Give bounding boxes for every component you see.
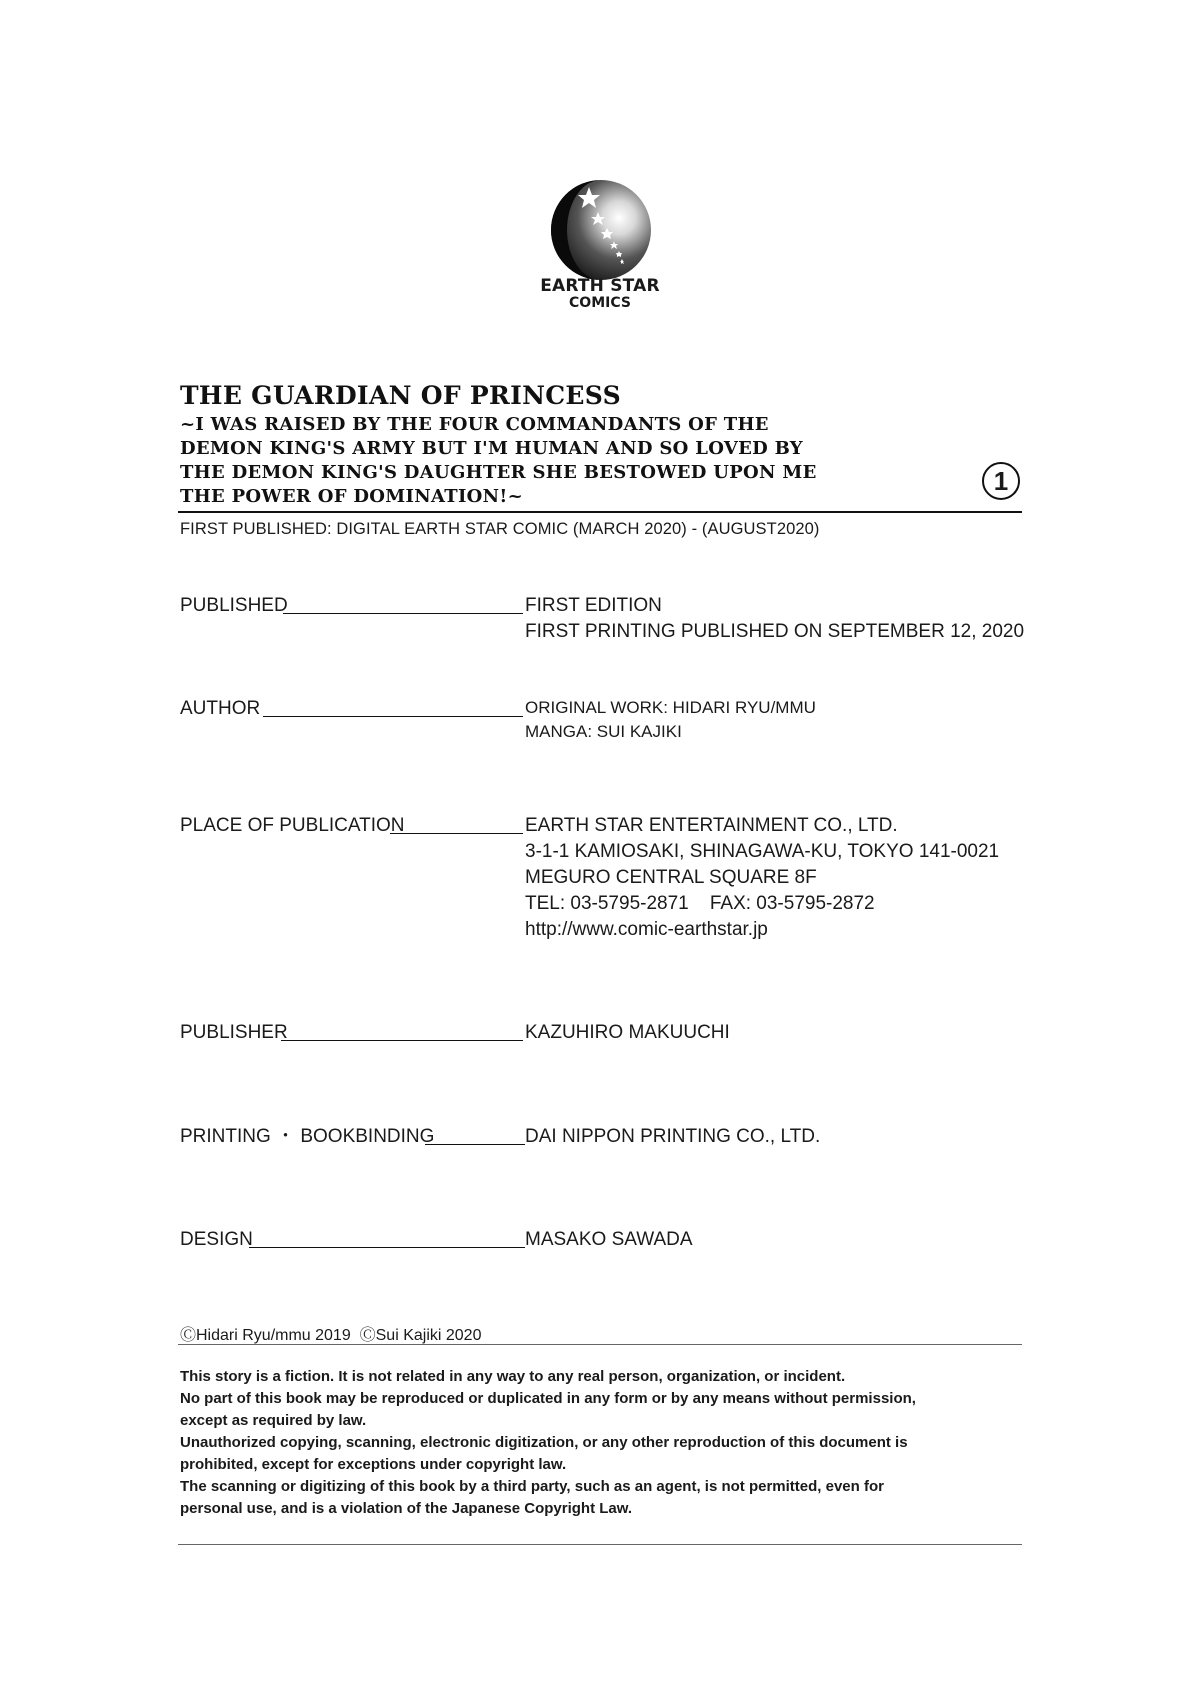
value-line: ORIGINAL WORK: HIDARI RYU/MMU xyxy=(525,698,816,717)
value-line: DAI NIPPON PRINTING CO., LTD. xyxy=(525,1126,821,1147)
row-value xyxy=(525,1020,730,1046)
book-title xyxy=(180,380,940,509)
earth-star-globe-icon xyxy=(549,178,653,282)
notice-line: No part of this book may be reproduced or duplicated in any form or by any means without permission, xyxy=(180,1390,916,1407)
value-line: TEL: 03-5795-2871 FAX: 03-5795-2872 xyxy=(525,893,875,914)
title-subtitle-line: THE DEMON KING'S DAUGHTER SHE BESTOWED UPON ME xyxy=(180,462,817,483)
leader-line xyxy=(263,716,523,717)
value-line: FIRST EDITION xyxy=(525,595,662,616)
row-value xyxy=(525,593,1024,645)
title-subtitle-line: DEMON KING'S ARMY BUT I'M HUMAN AND SO LOVED BY xyxy=(180,438,803,459)
copyright-line: ⒸHidari Ryu/mmu 2019 ⒸSui Kajiki 2020 xyxy=(180,1327,482,1344)
publisher-logo-text xyxy=(500,278,700,310)
website-link[interactable]: http://www.comic-earthstar.jp xyxy=(525,919,768,940)
notice-line: Unauthorized copying, scanning, electronic digitization, or any other reproduction of this document is xyxy=(180,1434,908,1451)
logo-line-2: COMICS xyxy=(569,295,631,311)
row-label: DESIGN xyxy=(180,1229,253,1250)
leader-line xyxy=(425,1144,525,1145)
notice-line: The scanning or digitizing of this book by a third party, such as an agent, is not permitted, even for xyxy=(180,1478,884,1495)
row-label: AUTHOR xyxy=(180,698,261,719)
notice-line: This story is a fiction. It is not related in any way to any real person, organization, or incident. xyxy=(180,1368,846,1385)
row-label: PUBLISHER xyxy=(180,1022,288,1043)
value-line: MANGA: SUI KAJIKI xyxy=(525,722,682,741)
value-line: 3-1-1 KAMIOSAKI, SHINAGAWA-KU, TOKYO 141-0021 xyxy=(525,841,1000,862)
row-label: PUBLISHED xyxy=(180,595,288,616)
logo-line-1: EARTH STAR xyxy=(540,276,660,296)
title-main: THE GUARDIAN OF PRINCESS xyxy=(180,381,621,410)
row-label: PLACE OF PUBLICATION xyxy=(180,815,405,836)
notice-line: personal use, and is a violation of the Japanese Copyright Law. xyxy=(180,1500,633,1517)
leader-line xyxy=(281,1040,523,1041)
row-value xyxy=(525,1227,693,1253)
value-line: KAZUHIRO MAKUUCHI xyxy=(525,1022,730,1043)
leader-line xyxy=(390,833,523,834)
row-value xyxy=(525,1124,820,1150)
value-line: FIRST PRINTING PUBLISHED ON SEPTEMBER 12, 2020 xyxy=(525,621,1025,642)
row-value xyxy=(525,813,999,943)
copyright-divider xyxy=(178,1344,1022,1345)
legal-notice xyxy=(180,1366,1030,1520)
value-line: EARTH STAR ENTERTAINMENT CO., LTD. xyxy=(525,815,898,836)
title-divider xyxy=(178,511,1022,513)
title-subtitle-line: ~I WAS RAISED BY THE FOUR COMMANDANTS OF THE xyxy=(180,414,769,435)
value-line: MEGURO CENTRAL SQUARE 8F xyxy=(525,867,817,888)
leader-line xyxy=(249,1247,525,1248)
first-published-line: FIRST PUBLISHED: DIGITAL EARTH STAR COMIC (MARCH 2020) - (AUGUST2020) xyxy=(180,520,820,538)
value-line: MASAKO SAWADA xyxy=(525,1229,693,1250)
row-value xyxy=(525,696,816,744)
title-subtitle-line: THE POWER OF DOMINATION!~ xyxy=(180,486,523,507)
leader-line xyxy=(283,613,523,614)
notice-line: prohibited, except for exceptions under copyright law. xyxy=(180,1456,567,1473)
row-label: PRINTING ・ BOOKBINDING xyxy=(180,1126,435,1147)
notice-line: except as required by law. xyxy=(180,1412,367,1429)
volume-number-badge: 1 xyxy=(982,462,1020,500)
bottom-divider xyxy=(178,1544,1022,1545)
